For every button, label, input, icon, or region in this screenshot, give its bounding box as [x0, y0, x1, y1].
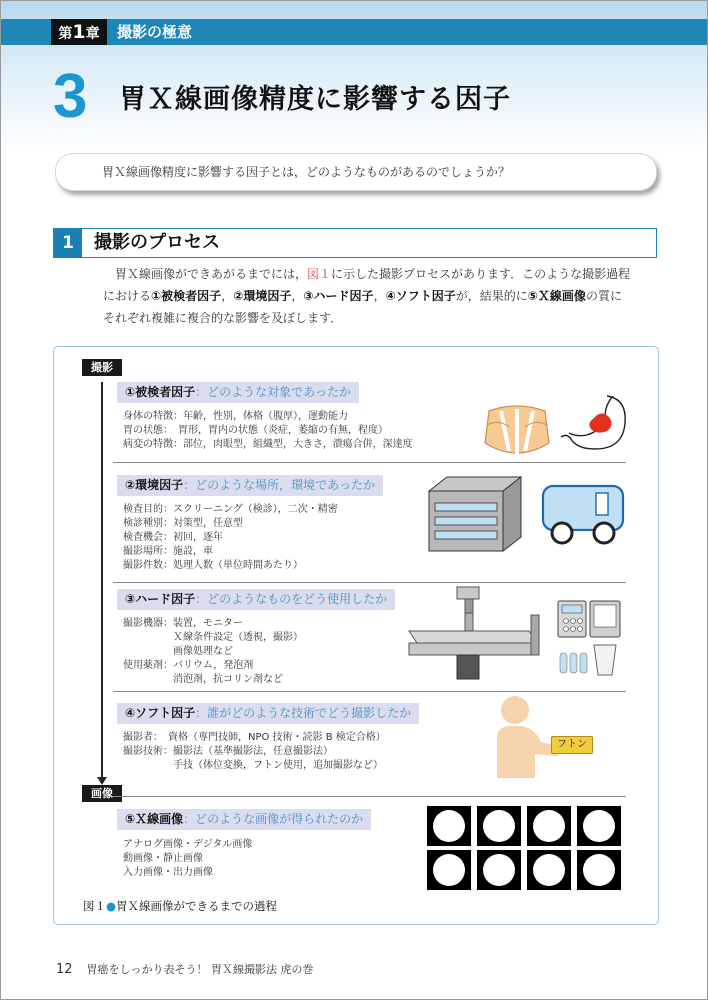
figure-caption [83, 898, 277, 914]
end-tag: 画像 [82, 785, 122, 802]
factor-2-body: 検査目的：スクリーニング（検診），二次・精密 検診種別：対策型，任意型 検査機会：初回，逐年 撮影場所：施設，車 撮影件数：処理人数（単位時間あたり） [123, 504, 338, 571]
text-span: ， [291, 289, 304, 303]
monitor-and-cups-icon [556, 599, 622, 679]
factor-3-body: 撮影機器：装置，モニター Ｘ線条件設定（透視，撮影） 画像処理など 使用薬剤：バリウム，発泡剤 消泡剤，抗コリン剤など [123, 618, 303, 685]
paragraph-line-3: それぞれ複雑に複合的な影響を及ぼします． [103, 311, 343, 325]
body-paragraph [103, 263, 659, 329]
factor-2-title: ②環境因子 [125, 478, 184, 492]
factor-4-desc: ：誰がどのような技術でどう撮影したか [195, 706, 412, 720]
start-tag: 撮影 [82, 359, 122, 376]
factor-1-desc: ：どのような対象であったか [195, 385, 352, 399]
figure-reference-link[interactable]: 図１ [307, 267, 332, 281]
chapter-label [51, 19, 107, 45]
futon-paddle-icon: フトン [551, 736, 593, 754]
caption-prefix: 図１ [83, 899, 106, 913]
text-span: ， [373, 289, 386, 303]
subsection-heading [53, 228, 657, 258]
text-span: における [103, 289, 152, 303]
section-number: 3 [53, 62, 88, 131]
caption-text: 胃Ｘ線画像ができるまでの過程 [116, 899, 278, 913]
process-arrow-head [97, 777, 107, 785]
separator [113, 462, 626, 463]
factor-1-body: 身体の特徴：年齢，性別，体格（腹厚），運動能力 胃の状態： 胃形，胃内の状態（炎症，萎縮の有無，程度） 病変の特徴：部位，肉眼型，組織型，大きさ，潰瘍合併，深達度 [123, 411, 413, 450]
body-torso-icon [479, 405, 555, 457]
page-footer [56, 961, 314, 977]
xray-image-grid-icon [427, 806, 621, 892]
caption-bullet: ● [106, 899, 117, 913]
factor-1-heading [117, 382, 359, 403]
text-span: ， [221, 289, 234, 303]
factor-2-desc: ：どのような場所，環境であったか [183, 478, 376, 492]
factor-3-desc: ：どのようなものをどう使用したか [195, 592, 388, 606]
factor-5-title: ⑤Ｘ線画像 [125, 812, 184, 826]
process-arrow-line [101, 382, 103, 780]
separator [113, 796, 626, 797]
factor-term: ①被検者因子 [151, 289, 222, 303]
factor-2-heading [117, 475, 383, 496]
factor-4-title: ④ソフト因子 [125, 706, 196, 720]
text-span: の質に [585, 289, 622, 303]
factor-term: ⑤Ｘ線画像 [527, 289, 586, 303]
factor-3-title: ③ハード因子 [125, 592, 196, 606]
text-span: が，結果的に [455, 289, 528, 303]
section-title: 胃Ｘ線画像精度に影響する因子 [119, 84, 511, 115]
factor-term: ③ハード因子 [303, 289, 374, 303]
facility-building-icon [425, 475, 523, 553]
factor-5-heading [117, 809, 371, 830]
factor-4-body: 撮影者： 資格（専門技師，NPO 技術・読影 B 検定合格） 撮影技術：撮影法（基準撮影法，任意撮影法） 手技（体位変換，フトン使用，追加撮影など） [123, 732, 386, 771]
page-number: 12 [56, 962, 73, 977]
paragraph-line-1 [103, 263, 659, 285]
question-box [55, 153, 657, 191]
subsection-title: 撮影のプロセス [94, 232, 220, 253]
question-text: 胃Ｘ線画像精度に影響する因子とは，どのようなものがあるのでしょうか？ [102, 165, 511, 179]
subsection-number: 1 [54, 229, 82, 257]
mobile-van-icon [540, 483, 626, 547]
stomach-lesion-icon [557, 393, 631, 459]
separator [113, 691, 626, 692]
paragraph-line-2 [103, 285, 659, 307]
chapter-label-suffix: 章 [85, 26, 100, 42]
factor-5-desc: ：どのような画像が得られたのか [183, 812, 364, 826]
factor-term: ④ソフト因子 [385, 289, 456, 303]
factor-term: ②環境因子 [233, 289, 292, 303]
text-span: に示した撮影プロセスがあります．このような撮影過程 [331, 267, 631, 281]
xray-table-icon [407, 585, 543, 685]
separator [113, 582, 626, 583]
factor-1-title: ①被検者因子 [125, 385, 196, 399]
factor-4-heading [117, 703, 419, 724]
text-span: 胃Ｘ線画像ができあがるまでには， [115, 267, 308, 281]
book-title: 胃癌をしっかり表そう！ 胃Ｘ線撮影法 虎の巻 [86, 963, 314, 976]
chapter-label-number: 1 [72, 21, 86, 43]
factor-3-heading [117, 589, 395, 610]
chapter-title: 撮影の極意 [117, 23, 193, 41]
factor-5-body: アナログ画像・デジタル画像 動画像・静止画像 入力画像・出力画像 [123, 839, 253, 878]
chapter-label-prefix: 第 [58, 26, 73, 42]
